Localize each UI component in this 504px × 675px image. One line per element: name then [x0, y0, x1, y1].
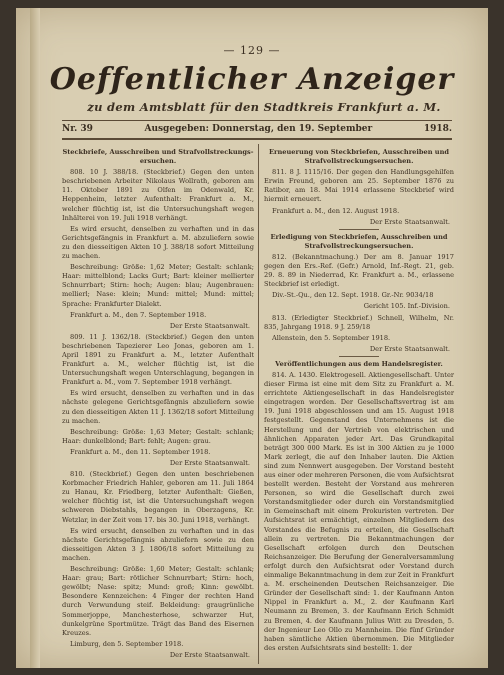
separator-rule: [339, 356, 379, 357]
notice-paragraph: Es wird ersucht, denselben zu verhaften und in das nächste gelegene Gerichtsgefängnis abzuliefern sowie zu den diesseitigen Akten 11 J. 1362/18 sofort Mitteilung zu machen.: [62, 389, 254, 425]
notice-date: Allenstein, den 5. September 1918.: [272, 333, 391, 342]
notice-signature: Der Erste Staatsanwalt.: [169, 321, 250, 330]
header-rule-top: [62, 120, 452, 121]
notice-signature: Der Erste Staatsanwalt.: [169, 459, 250, 467]
section-heading: Erneuerung von Steckbriefen, Ausschreiben und Strafvollstreckungsersuchen.: [269, 148, 449, 166]
section-heading: Steckbriefe, Ausschreiben und Strafvollstreckungs-ersuchen.: [62, 148, 254, 166]
notice-paragraph: Es wird ersucht, denselben zu verhaften und in das Gerichtsgefängnis in Frankfurt a. M. abzuliefern sowie zu den diesseitigen Akten 10 J. 388/18 sofort Mitteilung zu machen.: [62, 224, 254, 261]
left-column: [62, 148, 254, 662]
issue-date: Ausgegeben: Donnerstag, den 19. September: [144, 124, 373, 134]
document-page: [16, 8, 488, 668]
notice-paragraph: 813. (Erledigter Steckbrief.) Schnell, Wilhelm, Nr. 835, Jahrgang 1918. 9 J. 259/18: [264, 313, 454, 331]
notice-signature: Der Erste Staatsanwalt.: [169, 650, 250, 659]
notice-paragraph: 809. 11 J. 1362/18. (Steckbrief.) Gegen den unten beschriebenen Tapezierer Leo Jonas, geboren am 1. April 1891 zu Frankfurt a. M., letzter Aufenthalt Frankfurt a. M., welcher flüchtig ist, ist die Untersuchungshaft wegen Unterschlagung, begangen in Frankfurt a. M., vom 7. September 1918 verhängt.: [62, 332, 254, 387]
section-heading: Veröffentlichungen aus dem Handelsregister.: [275, 359, 443, 368]
header-rule-bottom: [62, 138, 452, 140]
notice-date: Frankfurt a. M., den 12. August 1918.: [272, 206, 400, 215]
notice-paragraph: 810. (Steckbrief.) Gegen den unten beschriebenen Korbmacher Friedrich Hahler, geboren am 11. Juli 1864 zu Hanau, Kr. Friedberg, letzter Aufenthalt: Gießen, welcher flüchtig ist, ist die Untersuchungshaft wegen schweren Diebstahls, begangen in Oberzagens, Kr. Wetzlar, in der Zeit vom 17. bis 30. Juni 1918, verhängt.: [62, 470, 254, 524]
binding-shadow: [30, 8, 40, 668]
issue-number: Nr. 39: [62, 124, 93, 134]
column-divider: [258, 144, 259, 664]
notice-line: Div.-St.-Qu., den 12. Sept. 1918. Gr.-Nr. 9034/18: [272, 291, 434, 300]
notice-signature: Der Erste Staatsanwalt.: [369, 217, 450, 226]
section-heading: Erledigung von Steckbriefen, Ausschreiben und Strafvollstreckungsersuchen.: [270, 232, 448, 250]
page-number: — 129 —: [223, 44, 281, 57]
notice-signature: Der Erste Staatsanwalt.: [369, 344, 450, 353]
notice-paragraph: Es wird ersucht, denselben zu verhaften und in das nächste Gerichtsgefängnis abzuliefern sowie zu den diesseitigen Akten 3 J. 1806/18 sofort Mitteilung zu machen.: [62, 526, 254, 562]
notice-paragraph: Beschreibung: Größe: 1,60 Meter; Gestalt: schlank; Haar: grau; Bart: rötlicher Schnurrbart; Stirn: hoch, gewölbt; Nase: spitz; Mund: groß; Kinn: gewölbt. Besondere Kennzeichen: 4 Finger der rechten Hand durch Verwundung steif. Bekleidung: graugrünliche Sommerjoppe, Manchesterhose, schwarzer Hut, dunkelgrüne Sportmütze. Trägt das Band des Eisernen Kreuzes.: [62, 565, 254, 637]
right-column: [264, 148, 454, 655]
notice-paragraph: Beschreibung: Größe: 1,63 Meter; Gestalt: schlank; Haar: dunkelblond; Bart: fehlt; Augen: grau.: [62, 427, 254, 445]
issue-year: 1918.: [423, 124, 452, 134]
notice-paragraph: 808. 10 J. 388/18. (Steckbrief.) Gegen den unten beschriebenen Arbeiter Nikolaus Wollrath, geboren am 11. Oktober 1891 zu Olfen im Odenwald, Kr. Heppenheim, letzter Aufenthalt: Frankfurt a. M., welcher flüchtig ist, ist die Untersuchungshaft wegen Inhälterei von 19. Juli 1918 verhängt.: [62, 168, 254, 222]
notice-date: Frankfurt a. M., den 7. September 1918.: [70, 310, 207, 319]
notice-paragraph: 812. (Bekanntmachung.) Der am 8. Januar 1917 gegen den Ers.-Ref. (Gefr.) Arnold, Inf.-Regt. 21, geb. 29. 8. 89 in Niederrad, Kr. Frankfurt a. M., erlassene Steckbrief ist erledigt.: [264, 252, 454, 289]
notice-signature: Gericht 105. Inf.-Division.: [363, 302, 450, 311]
notice-date: Frankfurt a. M., den 11. September 1918.: [70, 447, 211, 456]
notice-paragraph: Beschreibung: Größe: 1,62 Meter; Gestalt: schlank; Haar: mittelblond; Lacks Gurt; Bart: kleiner mellierter Schnurrbart; Stirn: hoch; Augen: blau; Augenbrauen: mellierl; Nase: klein; Mund: mittel; Mund: mittel; Sprache: Frankfurter Dialekt.: [62, 263, 254, 308]
notice-paragraph: 814. A. 1430. Elektrogesell. Aktiengesellschaft. Unter dieser Firma ist eine mit dem Sitz zu Frankfurt a. M. errichtete Aktiengesellschaft in das Handelsregister eingetragen worden. Der Gesellschaftsvertrag ist am 19. Juni 1918 abgeschlossen und am 15. August 1918 festgestellt. Gegenstand des Unternehmens ist die Herstellung und der Vertrieb von elektrischen und ähnlichen Apparaten jeder Art. Das Grundkapital beträgt 300 000 Mark. Es ist in 300 Aktien zu je 1000 Mark zerlegt, die auf den Inhaber lauten. Die Aktien sind zum Nennwert ausgegeben. Der Vorstand besteht aus einer oder mehreren Personen, die vom Aufsichtsrat bestellt werden. Besteht der Vorstand aus mehreren Personen, so wird die Gesellschaft durch zwei Vorstandsmitglieder oder durch ein Vorstandsmitglied in Gemeinschaft mit einem Prokuristen vertreten. Der Aufsichtsrat ist ermächtigt, einzelnen Mitgliedern des Vorstandes die Befugnis zu erteilen, die Gesellschaft allein zu vertreten. Die Bekanntmachungen der Gesellschaft erfolgen durch den Deutschen Reichsanzeiger. Die Berufung der Generalversammlung erfolgt durch den Aufsichtsrat oder Vorstand durch einmalige Bekanntmachung in dem zur Zeit in Frankfurt a. M. erscheinenden Deutschen Reichsanzeiger. Die Gründer der Gesellschaft sind: 1. der Kaufmann Anton Nippel in Frankfurt a. M., 2. der Kaufmann Karl Neumann zu Bremen, 3. der Kaufmann Erich Schmidt zu Bremen, 4. der Kaufmann Julius Witt zu Dresden, 5. der Ingenieur Leo Ollo zu Mannheim. Die fünf Gründer haben sämtliche Aktien übernommen. Die Mitglieder des ersten Aufsichtsrats sind bestellt: 1. der: [264, 370, 454, 652]
masthead-subtitle: zu dem Amtsblatt für den Stadtkreis Frankfurt a. M.: [87, 100, 441, 114]
masthead-title: Oeffentlicher Anzeiger: [49, 62, 455, 97]
notice-paragraph: 811. 8 J. 1115/16. Der gegen den Handlungsgehilfen Erwin Freund, geboren am 25. September 1876 zu Ratibor, am 18. Mai 1914 erlassene Steckbrief wird hiermit erneuert.: [264, 168, 454, 204]
separator-rule: [339, 229, 379, 230]
issue-line: [62, 124, 452, 134]
notice-date: Limburg, den 5. September 1918.: [70, 639, 184, 648]
